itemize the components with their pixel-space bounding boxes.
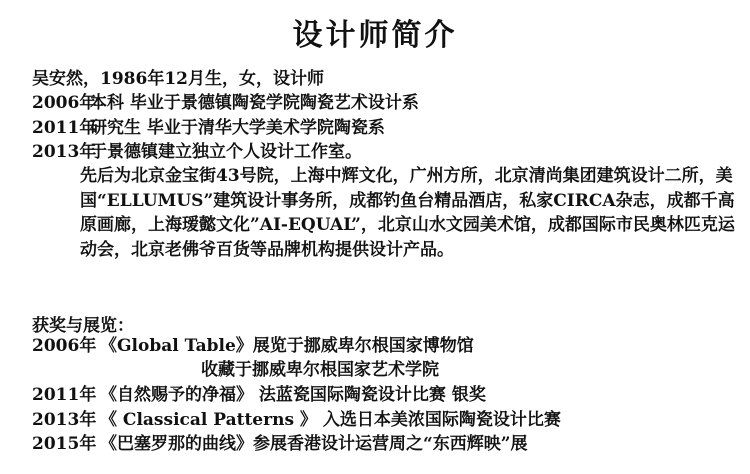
award-item-2015 (32, 432, 528, 456)
bio-intro: 吴安然，1986年12月生，女，设计师 (32, 69, 324, 89)
award-text: 《Global Table》展览于挪威卑尔根国家博物馆 (100, 336, 474, 356)
page-title: 设计师简介 (292, 18, 458, 53)
edu-line-2013 (32, 140, 362, 164)
edu-text: 于景德镇建立独立个人设计工作室。 (90, 142, 362, 162)
award-text: 《自然赐予的净福》 法蓝瓷国际陶瓷设计比赛 银奖 (100, 385, 486, 405)
award-text: 《巴塞罗那的曲线》参展香港设计运营周之“东西辉映”展 (100, 434, 528, 454)
edu-text: 本科 毕业于景德镇陶瓷学院陶瓷艺术设计系 (90, 93, 419, 113)
edu-year: 2006年 (32, 93, 97, 113)
edu-year: 2011年 (32, 118, 97, 138)
edu-year: 2013年 (32, 142, 97, 162)
award-item-2011 (32, 383, 486, 407)
award-year: 2015年 (32, 434, 97, 454)
edu-line-2011 (32, 116, 385, 140)
award-item-2006 (32, 334, 474, 358)
edu-line-2006 (32, 91, 419, 115)
award-year: 2006年 (32, 336, 97, 356)
award-item-2006-continued: 收藏于挪威卑尔根国家艺术学院 (201, 360, 439, 380)
award-text: 《 Classical Patterns 》 入选日本美浓国际陶瓷设计比赛 (100, 410, 561, 430)
award-year: 2011年 (32, 385, 97, 405)
awards-heading: 获奖与展览： (32, 316, 134, 336)
award-year: 2013年 (32, 410, 97, 430)
client-paragraph: 先后为北京金宝街43号院，上海中辉文化，广州方所，北京清尚集团建筑设计二所，美国“ELLUMUS”建筑设计事务所，成都钓鱼台精品酒店，私家CIRCA杂志，成都千高原画廊，上海瑷懿文化”AI-EQUAL”，北京山水文园美术馆，成都国际市民奥林匹克运动会，北京老佛爷百货等品牌机构提供设计产品。 (80, 166, 735, 260)
edu-text: 研究生 毕业于清华大学美术学院陶瓷系 (90, 118, 385, 138)
award-item-2013 (32, 408, 561, 432)
